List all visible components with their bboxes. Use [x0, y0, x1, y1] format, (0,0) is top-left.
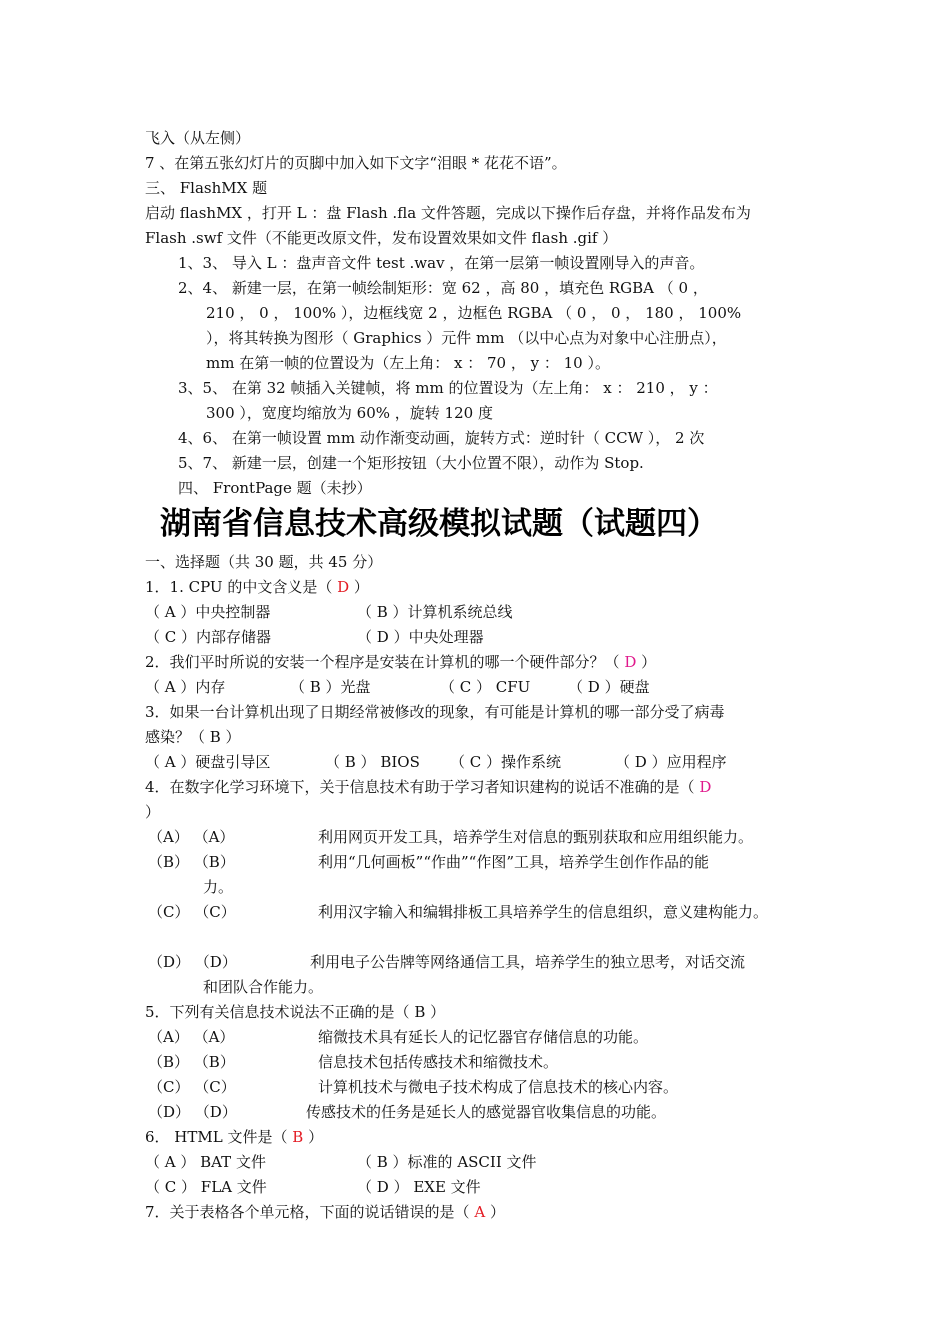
option-b: （ B ） BIOS: [325, 753, 420, 771]
option-b: （ B ）光盘: [290, 678, 371, 696]
text-line: 飞入（从左侧）: [145, 129, 251, 147]
question-stem: [145, 777, 711, 797]
option-a: （ A ）硬盘引导区: [145, 753, 271, 771]
option-a: 缩微技术具有延长人的记忆器官存储信息的功能。: [318, 1028, 649, 1046]
question-close: ）: [145, 803, 161, 821]
option-b: （ B ）计算机系统总线: [357, 603, 513, 621]
text-line: mm 在第一帧的位置设为（左上角： x ： 70 ， y ： 10 ）。: [206, 354, 610, 372]
option-a: 利用网页开发工具，培养学生对信息的甄别获取和应用组织能力。: [318, 828, 754, 846]
option-d: （ D ）硬盘: [568, 678, 650, 696]
list-item: 1、3、 导入 L ：盘声音文件 test .wav ，在第一层第一帧设置刚导入的声音。: [178, 254, 705, 272]
question-stem: [145, 652, 656, 672]
answer-mark: D: [699, 778, 712, 796]
option-b: 利用“几何画板”“作曲”“作图”工具，培养学生创作作品的能: [318, 853, 710, 871]
question-close: ）: [485, 1203, 505, 1221]
document-title: 湖南省信息技术高级模拟试题（试题四）: [160, 506, 718, 542]
option-label: （D） （D）: [148, 1103, 237, 1121]
option-a: （ A ） BAT 文件: [145, 1153, 266, 1171]
option-d: （ D ） EXE 文件: [357, 1178, 481, 1196]
text-line: Flash .swf 文件（不能更改原文件，发布设置效果如文件 flash .gif ）: [145, 229, 618, 247]
option-b: 信息技术包括传感技术和缩微技术。: [318, 1053, 559, 1071]
question-stem: [145, 1127, 323, 1147]
option-a: （ A ）内存: [145, 678, 226, 696]
question-close: ）: [303, 1128, 324, 1146]
option-d: 利用电子公告牌等网络通信工具，培养学生的独立思考，对话交流: [310, 953, 746, 971]
text-line: 300 ），宽度均缩放为 60% ，旋转 120 度: [206, 404, 493, 422]
section-heading: 三、 FlashMX 题: [145, 179, 268, 197]
option-c: 计算机技术与微电子技术构成了信息技术的核心内容。: [318, 1078, 679, 1096]
option-b: （ B ）标准的 ASCII 文件: [357, 1153, 537, 1171]
list-item: 5、7、 新建一层，创建一个矩形按钮（大小位置不限），动作为 Stop.: [178, 454, 644, 472]
question-stem-cont: 感染？（ B ）: [145, 728, 241, 746]
list-item: 4、6、 在第一帧设置 mm 动作渐变动画，旋转方式：逆时针（ CCW ）， 2 次: [178, 429, 705, 447]
option-label: （B） （B）: [148, 853, 235, 871]
question-close: ）: [349, 578, 369, 596]
text-line: 启动 flashMX ，打开 L ：盘 Flash .fla 文件答题，完成以下操作后存盘，并将作品发布为: [145, 204, 751, 222]
answer-mark: D: [337, 578, 350, 596]
option-label: （C） （C）: [148, 903, 236, 921]
question-stem: 3．如果一台计算机出现了日期经常被修改的现象，有可能是计算机的哪一部分受了病毒: [145, 703, 725, 721]
question-text: 4．在数字化学习环境下，关于信息技术有助于学习者知识建构的说话不准确的是（: [145, 778, 700, 796]
option-label: （D） （D）: [148, 953, 237, 971]
option-label: （A） （A）: [148, 828, 235, 846]
question-text: 1．1. CPU 的中文含义是（: [145, 578, 338, 596]
option-label: （B） （B）: [148, 1053, 235, 1071]
option-d: （ D ）应用程序: [615, 753, 727, 771]
question-stem: 5．下列有关信息技术说法不正确的是（ B ）: [145, 1003, 446, 1021]
option-c: （ C ） FLA 文件: [145, 1178, 267, 1196]
option-d-cont: 和团队合作能力。: [203, 978, 324, 996]
answer-mark: B: [292, 1128, 304, 1146]
option-c: （ C ）内部存储器: [145, 628, 272, 646]
list-item: 2、4、 新建一层，在第一帧绘制矩形：宽 62 ，高 80 ，填充色 RGBA （ 0 ，: [178, 279, 708, 297]
text-line: 7 、在第五张幻灯片的页脚中加入如下文字“泪眼 * 花花不语”。: [145, 154, 567, 172]
option-d: （ D ）中央处理器: [357, 628, 484, 646]
question-text: 6． HTML 文件是（: [145, 1128, 293, 1146]
answer-mark: A: [474, 1203, 486, 1221]
question-close: ）: [636, 653, 657, 671]
option-label: （C） （C）: [148, 1078, 236, 1096]
option-d: 传感技术的任务是延长人的感觉器官收集信息的功能。: [306, 1103, 667, 1121]
section-heading: 一、选择题（共 30 题，共 45 分）: [145, 553, 383, 571]
option-label: （A） （A）: [148, 1028, 235, 1046]
text-line: ），将其转换为图形（ Graphics ）元件 mm （以中心点为对象中心注册点），: [206, 329, 727, 347]
list-item: 3、5、 在第 32 帧插入关键帧，将 mm 的位置设为（左上角： x ： 210 ， y ：: [178, 379, 718, 397]
question-stem: [145, 1202, 505, 1222]
option-c: （ C ）操作系统: [450, 753, 562, 771]
option-b-cont: 力。: [203, 878, 234, 896]
answer-mark: D: [624, 653, 637, 671]
text-line: 210 ， 0 ， 100% ），边框线宽 2 ，边框色 RGBA （ 0 ， 0 ， 180 ， 100%: [206, 304, 742, 322]
question-text: 7．关于表格各个单元格，下面的说话错误的是（: [145, 1203, 475, 1221]
section-heading: 四、 FrontPage 题（未抄）: [178, 479, 372, 497]
question-text: 2．我们平时所说的安装一个程序是安装在计算机的哪一个硬件部分？（: [145, 653, 625, 671]
option-a: （ A ）中央控制器: [145, 603, 271, 621]
option-c: （ C ） CFU: [440, 678, 531, 696]
question-stem: [145, 577, 369, 597]
option-c: 利用汉字输入和编辑排板工具培养学生的信息组织，意义建构能力。: [318, 903, 769, 921]
